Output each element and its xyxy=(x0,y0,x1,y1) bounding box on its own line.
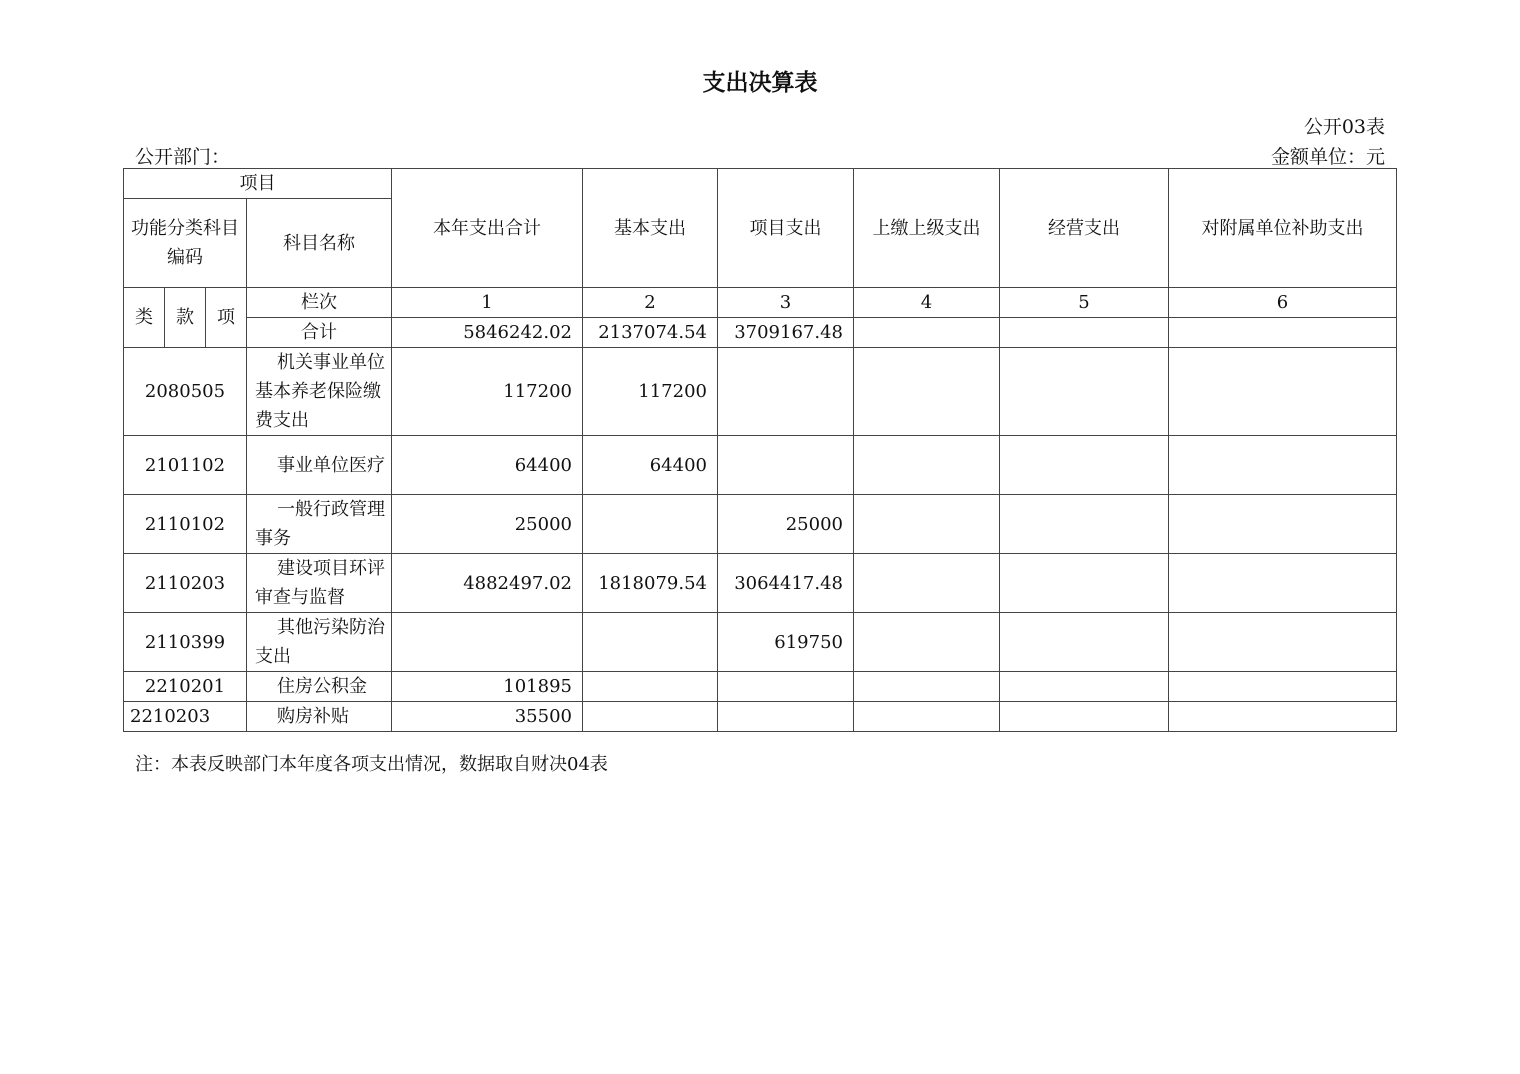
row-project xyxy=(718,672,854,702)
header-func-code: 功能分类科目编码 xyxy=(124,199,247,288)
row-project: 619750 xyxy=(718,613,854,672)
row-name: 机关事业单位基本养老保险缴费支出 xyxy=(247,348,392,436)
row-basic xyxy=(583,613,718,672)
row-code: 2210201 xyxy=(124,672,247,702)
row-subsidy xyxy=(1169,436,1397,495)
row-project xyxy=(718,436,854,495)
row-total: 4882497.02 xyxy=(392,554,583,613)
row-upper xyxy=(854,613,1000,672)
row-basic: 1818079.54 xyxy=(583,554,718,613)
row-total: 101895 xyxy=(392,672,583,702)
row-upper xyxy=(854,672,1000,702)
row-code: 2110102 xyxy=(124,495,247,554)
row-business xyxy=(1000,702,1169,732)
row-name: 一般行政管理事务 xyxy=(247,495,392,554)
header-lanci: 栏次 xyxy=(247,288,392,318)
table-row xyxy=(124,672,1397,702)
row-subsidy xyxy=(1169,672,1397,702)
row-subsidy xyxy=(1169,554,1397,613)
amount-unit-label: 金额单位：元 xyxy=(1270,146,1385,168)
row-name: 建设项目环评审查与监督 xyxy=(247,554,392,613)
page-title: 支出决算表 xyxy=(702,70,818,96)
row-code: 2210203 xyxy=(124,702,247,732)
row-name: 其他污染防治支出 xyxy=(247,613,392,672)
footnote: 注：本表反映部门本年度各项支出情况，数据取自财决04表 xyxy=(135,754,608,775)
row-upper xyxy=(854,554,1000,613)
total-row-project: 3709167.48 xyxy=(718,318,854,348)
total-row-upper xyxy=(854,318,1000,348)
row-code: 2080505 xyxy=(124,348,247,436)
header-item: 项目 xyxy=(124,169,392,199)
row-code: 2110203 xyxy=(124,554,247,613)
row-project: 3064417.48 xyxy=(718,554,854,613)
row-subsidy xyxy=(1169,702,1397,732)
table-row xyxy=(124,702,1397,732)
header-kuan: 款 xyxy=(165,288,206,348)
total-row-label: 合计 xyxy=(247,318,392,348)
row-business xyxy=(1000,348,1169,436)
table-row xyxy=(124,554,1397,613)
total-row-basic: 2137074.54 xyxy=(583,318,718,348)
department-label: 公开部门： xyxy=(135,146,231,168)
row-total xyxy=(392,613,583,672)
table-row xyxy=(124,613,1397,672)
total-row-subsidy xyxy=(1169,318,1397,348)
row-name: 事业单位医疗 xyxy=(247,436,392,495)
row-code: 2101102 xyxy=(124,436,247,495)
row-total: 64400 xyxy=(392,436,583,495)
row-total: 35500 xyxy=(392,702,583,732)
header-project: 项目支出 xyxy=(718,169,854,288)
total-row-business xyxy=(1000,318,1169,348)
header-upper: 上缴上级支出 xyxy=(854,169,1000,288)
total-row-total: 5846242.02 xyxy=(392,318,583,348)
table-row xyxy=(124,348,1397,436)
row-project xyxy=(718,702,854,732)
row-upper xyxy=(854,436,1000,495)
row-upper xyxy=(854,495,1000,554)
row-total: 25000 xyxy=(392,495,583,554)
col-num-1: 1 xyxy=(392,288,583,318)
row-basic xyxy=(583,672,718,702)
header-subject-name: 科目名称 xyxy=(247,199,392,288)
col-num-5: 5 xyxy=(1000,288,1169,318)
row-name: 住房公积金 xyxy=(247,672,392,702)
row-project: 25000 xyxy=(718,495,854,554)
form-number: 公开03表 xyxy=(1303,116,1385,138)
row-upper xyxy=(854,348,1000,436)
header-business: 经营支出 xyxy=(1000,169,1169,288)
row-total: 117200 xyxy=(392,348,583,436)
row-basic xyxy=(583,495,718,554)
row-basic: 117200 xyxy=(583,348,718,436)
expenditure-table xyxy=(123,168,1397,732)
col-num-6: 6 xyxy=(1169,288,1397,318)
row-upper xyxy=(854,702,1000,732)
header-subsidy: 对附属单位补助支出 xyxy=(1169,169,1397,288)
row-basic xyxy=(583,702,718,732)
row-subsidy xyxy=(1169,348,1397,436)
row-business xyxy=(1000,495,1169,554)
col-num-3: 3 xyxy=(718,288,854,318)
col-num-4: 4 xyxy=(854,288,1000,318)
table-row xyxy=(124,436,1397,495)
row-business xyxy=(1000,436,1169,495)
header-total: 本年支出合计 xyxy=(392,169,583,288)
table-row xyxy=(124,495,1397,554)
row-name: 购房补贴 xyxy=(247,702,392,732)
row-subsidy xyxy=(1169,495,1397,554)
row-project xyxy=(718,348,854,436)
header-xiang: 项 xyxy=(206,288,247,348)
row-business xyxy=(1000,554,1169,613)
row-subsidy xyxy=(1169,613,1397,672)
header-basic: 基本支出 xyxy=(583,169,718,288)
row-code: 2110399 xyxy=(124,613,247,672)
row-business xyxy=(1000,613,1169,672)
col-num-2: 2 xyxy=(583,288,718,318)
header-lei: 类 xyxy=(124,288,165,348)
row-business xyxy=(1000,672,1169,702)
row-basic: 64400 xyxy=(583,436,718,495)
